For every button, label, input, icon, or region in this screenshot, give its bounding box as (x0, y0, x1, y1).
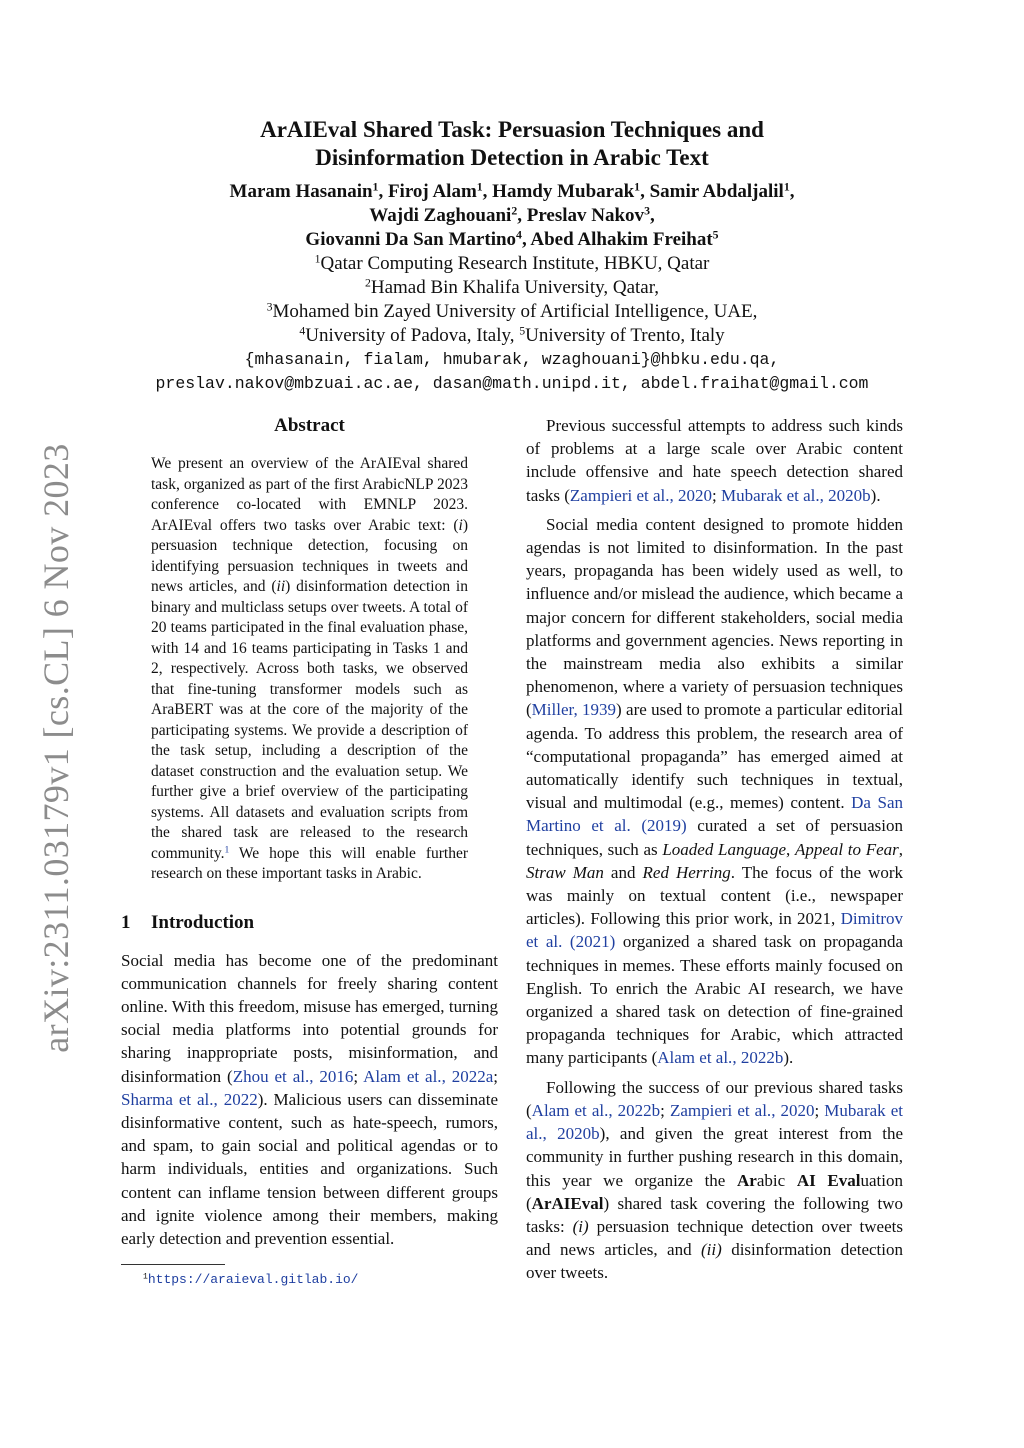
affiliation-text: Qatar Computing Research Institute, HBKU, Qatar (320, 253, 710, 274)
affil-mark: 2 (364, 276, 371, 290)
title-line-2: Disinformation Detection in Arabic Text (315, 145, 709, 170)
section-title: Introduction (151, 911, 255, 933)
citation-link[interactable]: Alam et al., 2022a (363, 1066, 494, 1086)
intro-paragraph-1: Social media has become one of the predominant communication channels for freely sharing content online. With this freedom, misuse has emerged, turning social media platforms into potential grounds for sharing inappropriate posts, misinformation, and disinformation (Zhou et al., 2016; Alam et al., 2022a; Sharma et al., 2022). Malicious users can disseminate disinformative content, such as hate-speech, rumors, and spam, to gain social and political agendas or to harm individuals, entities and organizations. Such content can inflame tension between different groups and ignite violence among their members, making early detection and prevention essential. (121, 950, 499, 1248)
footnote-mark[interactable]: 1 (224, 844, 230, 856)
author-name: Preslav Nakov (526, 205, 645, 226)
author-name: Wajdi Zaghouani (369, 205, 512, 226)
affiliation-list (112, 252, 912, 348)
author-name: Firoj Alam (387, 181, 477, 202)
affil-mark: 4 (299, 324, 306, 338)
author-emails (112, 348, 912, 396)
section-heading-introduction (121, 911, 498, 935)
author-affil-mark: 4 (516, 228, 522, 242)
body-paragraph: Following the success of our previous shared tasks (Alam et al., 2022b; Zampieri et al., 2020; Mubarak et al., 2020b), and given the great interest from the community in further pushing research in this domain, this year we organize the Arabic AI Evaluation (ArAIEval) shared task covering the following two tasks: (i) persuasion technique detection over tweets and news articles, and (ii) disinformation detection over tweets. (526, 1077, 904, 1283)
affiliation-text: University of Trento, Italy (525, 325, 725, 346)
footnote-divider (121, 1264, 225, 1265)
affiliation-text: Hamad Bin Khalifa University, Qatar, (370, 277, 660, 298)
body-paragraph: Previous successful attempts to address such kinds of problems at a large scale over Arabic content include offensive and hate speech detection shared tasks (Zampieri et al., 2020; Mubarak et al., 2020b). (526, 416, 903, 505)
affiliation-text: University of Padova, Italy, (305, 325, 520, 346)
affiliation-line (112, 300, 912, 324)
arxiv-stamp-text: arXiv:2311.03179v1 [cs.CL] 6 Nov 2023 (36, 443, 76, 1053)
citation-link[interactable]: Miller, 1939 (531, 700, 617, 720)
affiliation-line (112, 276, 912, 300)
citation-link[interactable]: Zampieri et al., 2020 (669, 1100, 815, 1120)
affiliation-line (112, 324, 912, 348)
citation-link[interactable]: Mubarak et al., 2020b (526, 1100, 903, 1144)
right-column (526, 414, 903, 1285)
author-affil-mark: 5 (712, 228, 719, 242)
footnote (121, 1271, 498, 1289)
footnote-url-link[interactable]: https://araieval.gitlab.io/ (147, 1272, 359, 1288)
abstract-heading: Abstract (274, 415, 345, 436)
citation-link[interactable]: Dimitrov et al. (2021) (526, 909, 903, 952)
author-affil-mark: 3 (644, 204, 650, 218)
citation-link[interactable]: Mubarak et al., 2020b (721, 485, 871, 505)
author-name: Hamdy Mubarak (492, 181, 635, 202)
abstract-text: We present an overview of the ArAIEval shared task, organized as part of the first ArabicNLP 2023 conference co-located with EMNLP 2023. ArAIEval offers two tasks over Arabic text: (i) persuasion technique detection, focusing on identifying persuasion techniques in tweets and news articles, and (ii) disinformation detection in binary and multiclass setups over tweets. A total of 20 teams participated in the final evaluation phase, with 14 and 16 teams participating in Tasks 1 and 2, respectively. Across both tasks, we observed that fine-tuning transformer models such as AraBERT was at the core of the majority of the participating systems. We provide a description of the task setup, including a description of the dataset construction and the evaluation setup. We further give a brief overview of the participating systems. All datasets and evaluation scripts from the shared task are released to the research community.$^1$ We hope this will enable further research on these important tasks in Arabic. (151, 455, 468, 882)
affiliation-line (112, 252, 912, 276)
author-list: Maram Hasanain$^1$, Firoj Alam$^1$, Hamdy Mubarak$^1$, Samir Abdaljalil$^1$, Wajdi Zaghouani$^2$, Preslav Nakov$^3$, Giovanni Da San Martino$^4$, Abed Alhakim Freihat$^5$ (229, 180, 795, 250)
email-line-1: {mhasanain, fialam, hmubarak, wzaghouani}@hbku.edu.qa, (244, 350, 780, 369)
citation-link[interactable]: Zhou et al., 2016 (232, 1066, 354, 1086)
left-column (121, 414, 498, 1289)
author-affil-mark: 1 (372, 180, 379, 194)
email-line-2: preslav.nakov@mbzuai.ac.ae, dasan@math.unipd.it, abdel.fraihat@gmail.com (155, 374, 869, 393)
citation-link[interactable]: Zampieri et al., 2020 (569, 485, 713, 505)
citation-link[interactable]: Alam et al., 2022b (657, 1048, 784, 1068)
author-name: Samir Abdaljalil (649, 181, 784, 202)
author-affil-mark: 2 (511, 204, 518, 218)
citation-link[interactable]: Alam et al., 2022b (531, 1100, 661, 1120)
affiliation-text: Mohamed bin Zayed University of Artificial Intelligence, UAE, (272, 301, 758, 322)
author-name: Abed Alhakim Freihat (530, 229, 713, 250)
author-affil-mark: 1 (634, 180, 641, 194)
citation-link[interactable]: Da San Martino et al. (2019) (526, 793, 903, 836)
paper-header (112, 116, 912, 396)
title-line-1: ArAIEval Shared Task: Persuasion Techniques and (260, 117, 764, 142)
author-affil-mark: 1 (783, 180, 790, 194)
section-number: 1 (121, 911, 131, 933)
body-paragraph: Social media content designed to promote hidden agendas is not limited to disinformation. In the past years, propaganda has been widely used as well, to influence and/or mislead the audience, which became a major concern for different stakeholders, social media platforms and government agencies. News reporting in the mainstream media also exhibits a similar phenomenon, where a variety of persuasion techniques (Miller, 1939) are used to promote a particular editorial agenda. To address this problem, the research area of “computational propaganda” has emerged aimed at automatically identify such techniques in textual, visual and multimodal (e.g., memes) content. Da San Martino et al. (2019) curated a set of persuasion techniques, such as Loaded Language, Appeal to Fear, Straw Man and Red Herring. The focus of the work was mainly on textual content (i.e., newspaper articles). Following this prior work, in 2021, Dimitrov et al. (2021) organized a shared task on propaganda techniques in memes. These efforts mainly focused on English. To enrich the Arabic AI research, we have organized a shared task on detection of fine-grained propaganda techniques for Arabic, which attracted many participants (Alam et al., 2022b). (526, 514, 904, 1068)
affil-mark: 1 (314, 252, 321, 266)
citation-link[interactable]: Sharma et al., 2022 (121, 1089, 258, 1109)
footnote-number: 1 (143, 1272, 148, 1282)
author-affil-mark: 1 (476, 180, 483, 194)
affil-mark: 3 (266, 300, 273, 314)
affil-mark: 5 (519, 324, 526, 338)
author-name: Giovanni Da San Martino (305, 229, 517, 250)
paper-title (112, 116, 912, 172)
author-name: Maram Hasanain (229, 181, 373, 202)
